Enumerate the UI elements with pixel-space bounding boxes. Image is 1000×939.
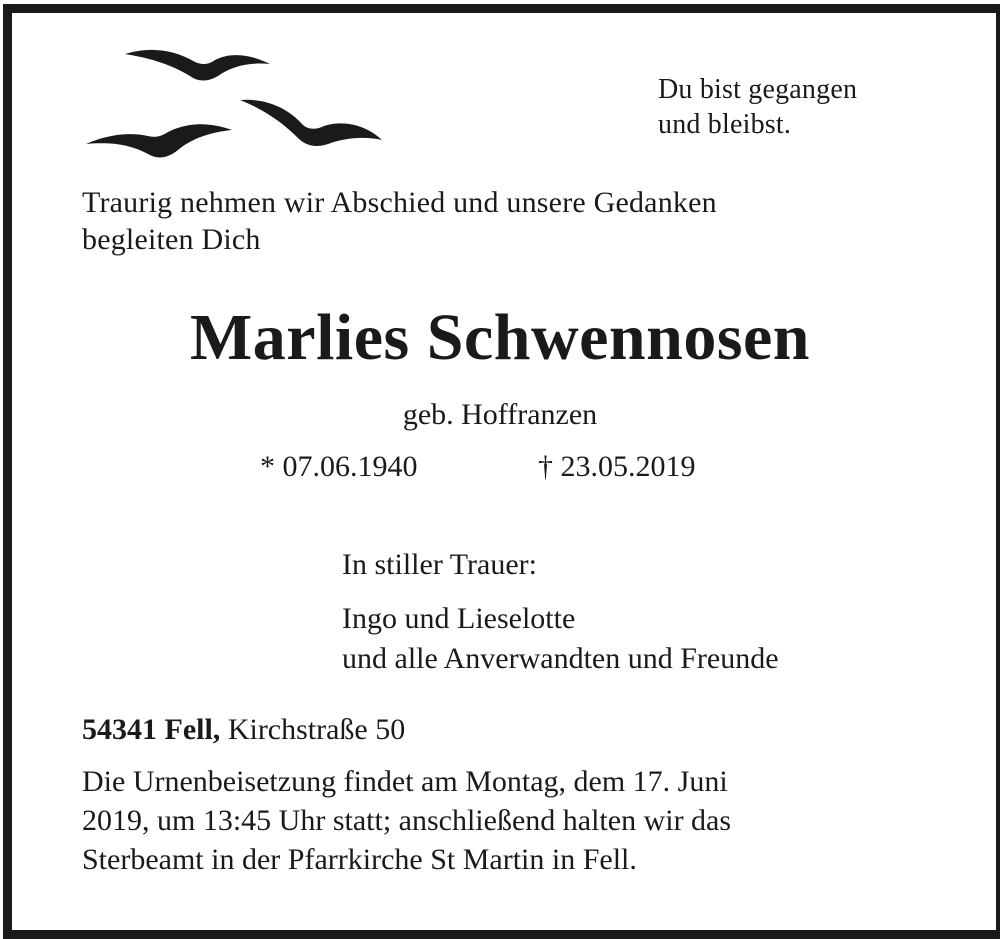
- service-announcement: [82, 762, 731, 879]
- mourners-line-2: und alle Anverwandten und Freunde: [342, 642, 779, 675]
- service-line-3: Sterbeamt in der Pfarrkirche St Martin in Fell.: [82, 843, 637, 876]
- motto: [658, 72, 857, 142]
- motto-line-1: Du bist gegangen: [658, 74, 858, 105]
- bird-left-icon: [86, 124, 232, 157]
- bird-right-icon: [240, 100, 382, 146]
- intro-line-1: Traurig nehmen wir Abschied und unsere Gedanken: [82, 186, 717, 219]
- service-line-2: 2019, um 13:45 Uhr statt; anschließend halten wir das: [82, 804, 732, 837]
- flying-birds-icon: [80, 40, 390, 170]
- intro-text: [82, 184, 932, 258]
- mourning-heading: In stiller Trauer:: [342, 548, 537, 581]
- death-date: † 23.05.2019: [538, 450, 696, 483]
- motto-line-2: und bleibst.: [658, 109, 792, 140]
- deceased-name: Marlies Schwennosen: [190, 301, 810, 374]
- address-street: Kirchstraße 50: [227, 713, 406, 746]
- service-line-1: Die Urnenbeisetzung findet am Montag, dem 17. Juni: [82, 765, 728, 798]
- address: [82, 713, 405, 747]
- maiden-name: geb. Hoffranzen: [402, 398, 598, 431]
- intro-line-2: begleiten Dich: [82, 223, 261, 256]
- bird-top-icon: [125, 50, 270, 81]
- mourners-list: [342, 599, 779, 679]
- address-city: 54341 Fell,: [82, 713, 221, 746]
- birth-date: * 07.06.1940: [260, 450, 418, 483]
- mourners-line-1: Ingo und Lieselotte: [342, 602, 576, 635]
